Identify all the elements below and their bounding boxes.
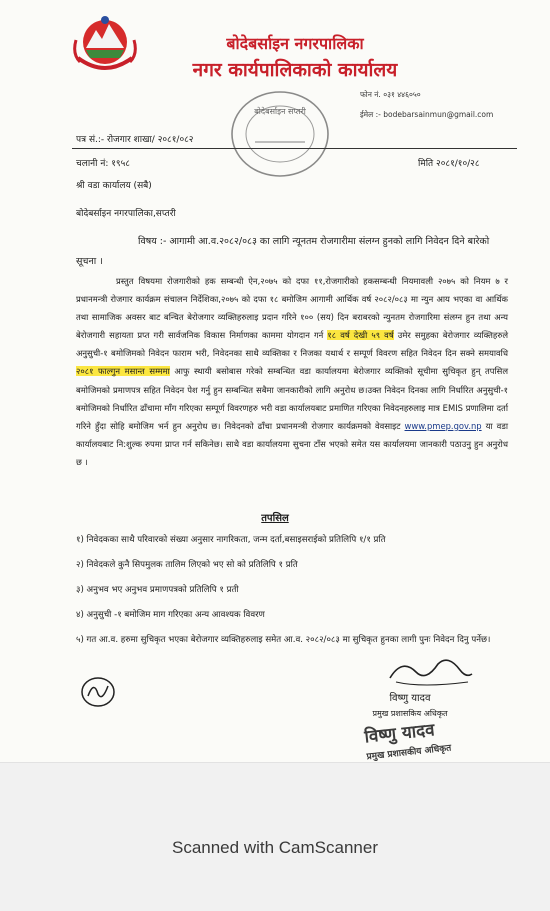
body-text-1: प्रस्तुत विषयमा रोजगारीको हक सम्बन्धी ऐन,२०७५ को दफा ११,रोजगारीको हकसम्बन्धी नियमावली २०७५ को नियम ७ र प्रधानमन्त्री रोजगार कार्यक्रम संचालन निर्देशिका,२०७५ को दफा १८ बमोजिम आगामी आर्थिक वर्ष २०८२/०८३ मा न्युन आय भएका वा आर्थिक तथा सामाजिक अवसर बाट बन्चित बेरोजगार व्यक्तिहरुलाइ प्रदान गरिने १०० (सय) दिन बराबरको न्युनतम रोजगारिमा संलग्न हुन तथा अन्य बेरोजगारी सहायता प्रप्त गरी सार्वजनिक विकास निर्माणका काममा योगदान गर्न bbox=[76, 276, 508, 341]
reference-number: पत्र सं.:- रोजगार शाखा/ २०८१/०८२ bbox=[76, 135, 194, 145]
body-text-2: उमेर समुहका बेरोजगार व्यक्तिहरुले अनुसुची-१ बमोजिमको निवेदन फाराम भरी, निवेदनका साथै व्यक्तिका र निजका यथार्थ र सम्पूर्ण विवरण सहित निवेदन दिन सक्ने समयावधि bbox=[76, 330, 509, 359]
stamp-text: बोदेबर्साइन सप्तरी bbox=[254, 107, 306, 116]
office-name: नगर कार्यपालिकाको कार्यालय bbox=[192, 59, 398, 81]
municipality-name: बोदेबर्साइन नगरपालिका bbox=[226, 34, 364, 53]
email-label: ईमेल :- bbox=[360, 110, 381, 119]
letter-subject: विषय :- आगामी आ.व.२०८२/०८३ का लागि न्यूनतम रोजगारीमा संलग्न हुनको लागि निवेदन दिने बारेको सूचना । bbox=[76, 236, 490, 267]
body-text-4: या वडा कार्यालयबाट नि:शुल्क रुपमा प्राप्त गर्न सकिनेछ। साथै वडा कार्यालयमा सुचना टाँस भएको समेत यस कार्यालयमा जानकारी पठाउनु हुन अनुरोध छ । bbox=[76, 420, 508, 467]
stamp-title: प्रमुख प्रशासकीय अधिकृत bbox=[366, 743, 452, 762]
letter-date: मिति २०८१/१०/२८ bbox=[418, 159, 480, 169]
list-item: ४) अनुसुची -१ बमोजिम माग गरिएका अन्य आवश्यक विवरण bbox=[76, 610, 265, 620]
name-stamp bbox=[363, 716, 452, 762]
scanner-watermark: Scanned with CamScanner bbox=[171, 838, 378, 857]
deadline-highlight: २०८१ फाल्गुन मसान्त सम्ममा bbox=[76, 366, 170, 377]
signatory-name: विष्णु यादव bbox=[389, 693, 431, 704]
list-item: ३) अनुभव भए अनुभव प्रमाणपत्रको प्रतिलिपि १ प्रती bbox=[76, 585, 239, 595]
stamp-name: विष्णु यादव bbox=[363, 720, 436, 748]
email-line bbox=[360, 110, 493, 120]
age-range-highlight: १८ वर्ष देखी ५९ वर्ष bbox=[327, 330, 394, 341]
scanner-footer bbox=[0, 762, 550, 911]
nepal-emblem-icon bbox=[70, 12, 140, 74]
signatory-title: प्रमुख प्रशासकिय अधिकृत bbox=[372, 709, 448, 718]
recipient: श्री वडा कार्यालय (सबै) bbox=[76, 181, 152, 191]
list-item: १) निवेदकका साथै परिवारको संख्या अनुसार नागरिकता, जन्म दर्ता,बसाइसराईको प्रतिलिपि १/१ प्रति bbox=[76, 535, 386, 545]
header-divider bbox=[72, 148, 517, 149]
list-item: ५) गत आ.व. हरुमा सुचिकृत भएका बेरोजगार व्यक्तिहरुलाइ समेत आ.व. २०८२/०८३ मा सुचिकृत हुनका लागी पुनः निवेदन दिनु पर्नेछ। bbox=[76, 635, 491, 645]
letter-body bbox=[76, 272, 508, 471]
body-text-3: आफु स्थायी बसोबास गरेको सम्बन्धित वडा कार्यालयमा बेरोजगार व्यक्तिको सूचीमा सुचिकृत हुन् तपसिल बमोजिमको प्रमाणपत्र सहित निवेदन पेश गर्नु हुन सम्बन्धित सबैमा जानकारीको लागि अनुरोध छ।उक्त निवेदन दिनका लागि निर्धारित अनुसुची-१ बमोजिमको निर्धारित ढाँचामा माँग गरिएका सम्पूर्ण विवरणहरु भरी वडा कार्यालयबाट प्रमाणित गरिएका निवेदनहरुलाइ मात्र EMIS प्रणालिमा दर्ता गरिने हुँदा सोहि बमोजिम भर्न हुन अनुरोध छ। निवेदनको ढाँचा प्रधानमन्त्री रोजगार कार्यक्रमको वेवसाइट bbox=[76, 366, 508, 431]
initials-signature bbox=[78, 672, 118, 712]
office-seal-stamp bbox=[225, 82, 335, 182]
email-address: bodebarsainmun@gmail.com bbox=[383, 110, 494, 119]
document-list bbox=[76, 532, 508, 657]
website-link[interactable]: www.pmep.gov.np bbox=[404, 420, 482, 431]
dispatch-number: चलानी नं: १९५८ bbox=[76, 159, 130, 169]
list-item: २) निवेदकले कुनै सिपमुलक तालिम लिएको भए सो को प्रतिलिपि १ प्रति bbox=[76, 560, 298, 570]
phone-number: फोन नं. ०३१ ४४६०५० bbox=[360, 90, 421, 99]
tapasil-heading: तपसिल bbox=[261, 513, 289, 524]
officer-signature bbox=[382, 652, 477, 692]
recipient-location: बोदेबर्साइन नगरपालिका,सप्तरी bbox=[76, 209, 176, 219]
